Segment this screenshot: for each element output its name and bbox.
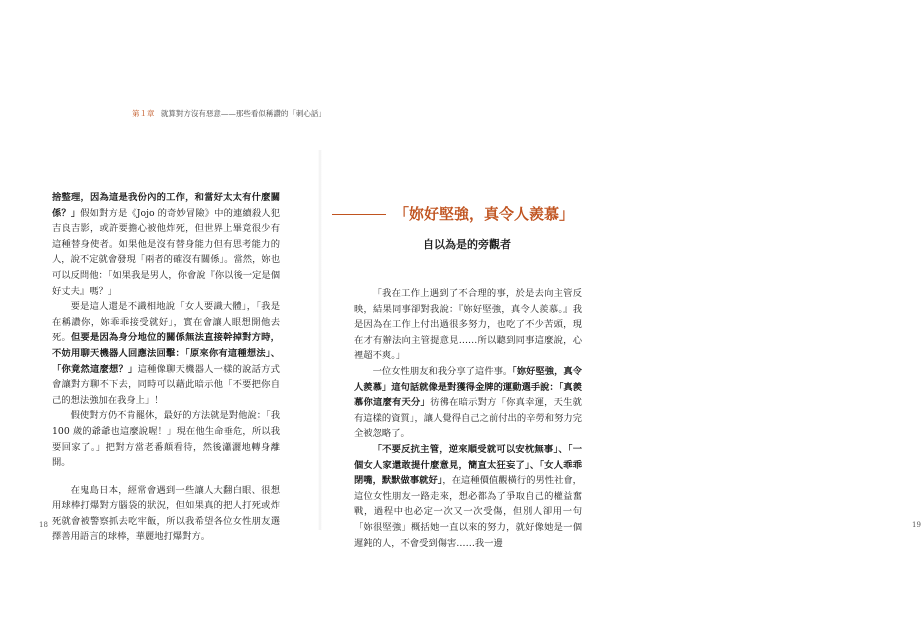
body-text: ，在這種價值觀橫行的男性社會，這位女性朋友一路走來，想必都為了爭取自己的權益奮戰，過程中也必定一次又一次受傷，但別人卻用一句「妳很堅強」概括她一直以來的努力，就好像她是一個遲鈍的人，不會受到傷害……我一邊: [354, 475, 582, 549]
body-text: 假如對方是《Jojo 的奇妙冒險》中的連續殺人犯吉良吉影，或許要擔心被他炸死，但世界上畢竟很少有這種替身使者。如果他是沒有替身能力但有思考能力的人，說不定就會發現「兩者的確沒有關係」。當然，妳也可以反問他：「如果我是男人，你會說『你以後一定是個好丈夫』嗎？」: [52, 207, 280, 297]
left-page-number: 18: [39, 521, 48, 529]
book-gutter-shadow: [318, 150, 322, 530]
paragraph: [52, 483, 280, 545]
paragraph: [52, 408, 280, 470]
header-chapter-label: 第１章: [132, 109, 155, 118]
body-text: 一位女性朋友和我分享了這件事。: [372, 365, 513, 377]
title-accent-rule: [332, 214, 386, 215]
right-page-body: [354, 286, 582, 551]
left-page-body: [52, 190, 280, 545]
section-title: 「妳好堅強，真令人羨慕」: [394, 205, 575, 223]
emphasized-text: 「不要反抗主管，逆來順受就可以安枕無事」、「一個女人家還敢提什麼意見，簡直太狂妄了」、「女人乖乖閉嘴，默默做事就好」: [354, 443, 582, 487]
emphasized-text: 「妳好堅強，真令人羨慕」這句話就像是對獲得金牌的運動選手說：「真羨慕你這麼有天分」: [354, 365, 582, 409]
body-text: 假使對方仍不肯罷休，最好的方法就是對他說：「我 100 歲的爺爺也這麼說喔！」現在他生命垂危，所以我要回家了。」把對方當老番顛看待，然後瀟灑地轉身離開。: [52, 410, 280, 469]
paragraph: [52, 190, 280, 299]
emphasized-text: 捨整理，因為這是我份內的工作，和當好太太有什麼關係？」: [52, 192, 280, 219]
paragraph: [354, 286, 582, 364]
emphasized-text: 但要是因為身分地位的關係無法直接幹掉對方時，不妨用聊天機器人回應法回擊：「原來你有這種想法」、「你竟然這麼想？」: [52, 332, 280, 375]
paragraph: [354, 364, 582, 442]
body-text: 彷彿在暗示對方「你真幸運，天生就有這樣的資質」，讓人覺得自己之前付出的辛勞和努力完全被忽略了。: [354, 397, 582, 440]
body-text: 這種像聊天機器人一樣的說話方式會讓對方聊不下去，同時可以藉此暗示他「不要把你自己的想法強加在我身上」！: [52, 363, 280, 406]
body-text: 要是這人還是不識相地說「女人要識大體」，「我是在稱讚你，妳乖乖接受就好」，實在會讓人眼想開他去死。: [52, 301, 280, 344]
running-header: [132, 108, 326, 119]
header-chapter-title: 就算對方沒有惡意——那些看似稱讚的「刺心話」: [160, 109, 326, 118]
body-text: 「我在工作上遇到了不合理的事，於是去向主管反映，結果同事卻對我說：『妳好堅強，真令人羨慕。』我是因為在工作上付出過很多努力，也吃了不少苦頭，現在才有辦法向主管提意見……所以聽到同事這麼說，心裡超不爽。」: [354, 288, 582, 362]
body-text: 在鬼島日本，經常會遇到一些讓人大翻白眼、很想用球棒打爆對方腦袋的狀況，但如果真的把人打死或炸死就會被警察抓去吃牢飯，所以我希望各位女性朋友選擇善用語言的球棒，華麗地打爆對方。: [52, 484, 280, 543]
paragraph: [52, 299, 280, 408]
left-page: [0, 0, 320, 640]
right-page-number: 19: [912, 521, 921, 529]
section-subtitle: 自以為是的旁觀者: [423, 238, 511, 251]
paragraph: [354, 442, 582, 551]
